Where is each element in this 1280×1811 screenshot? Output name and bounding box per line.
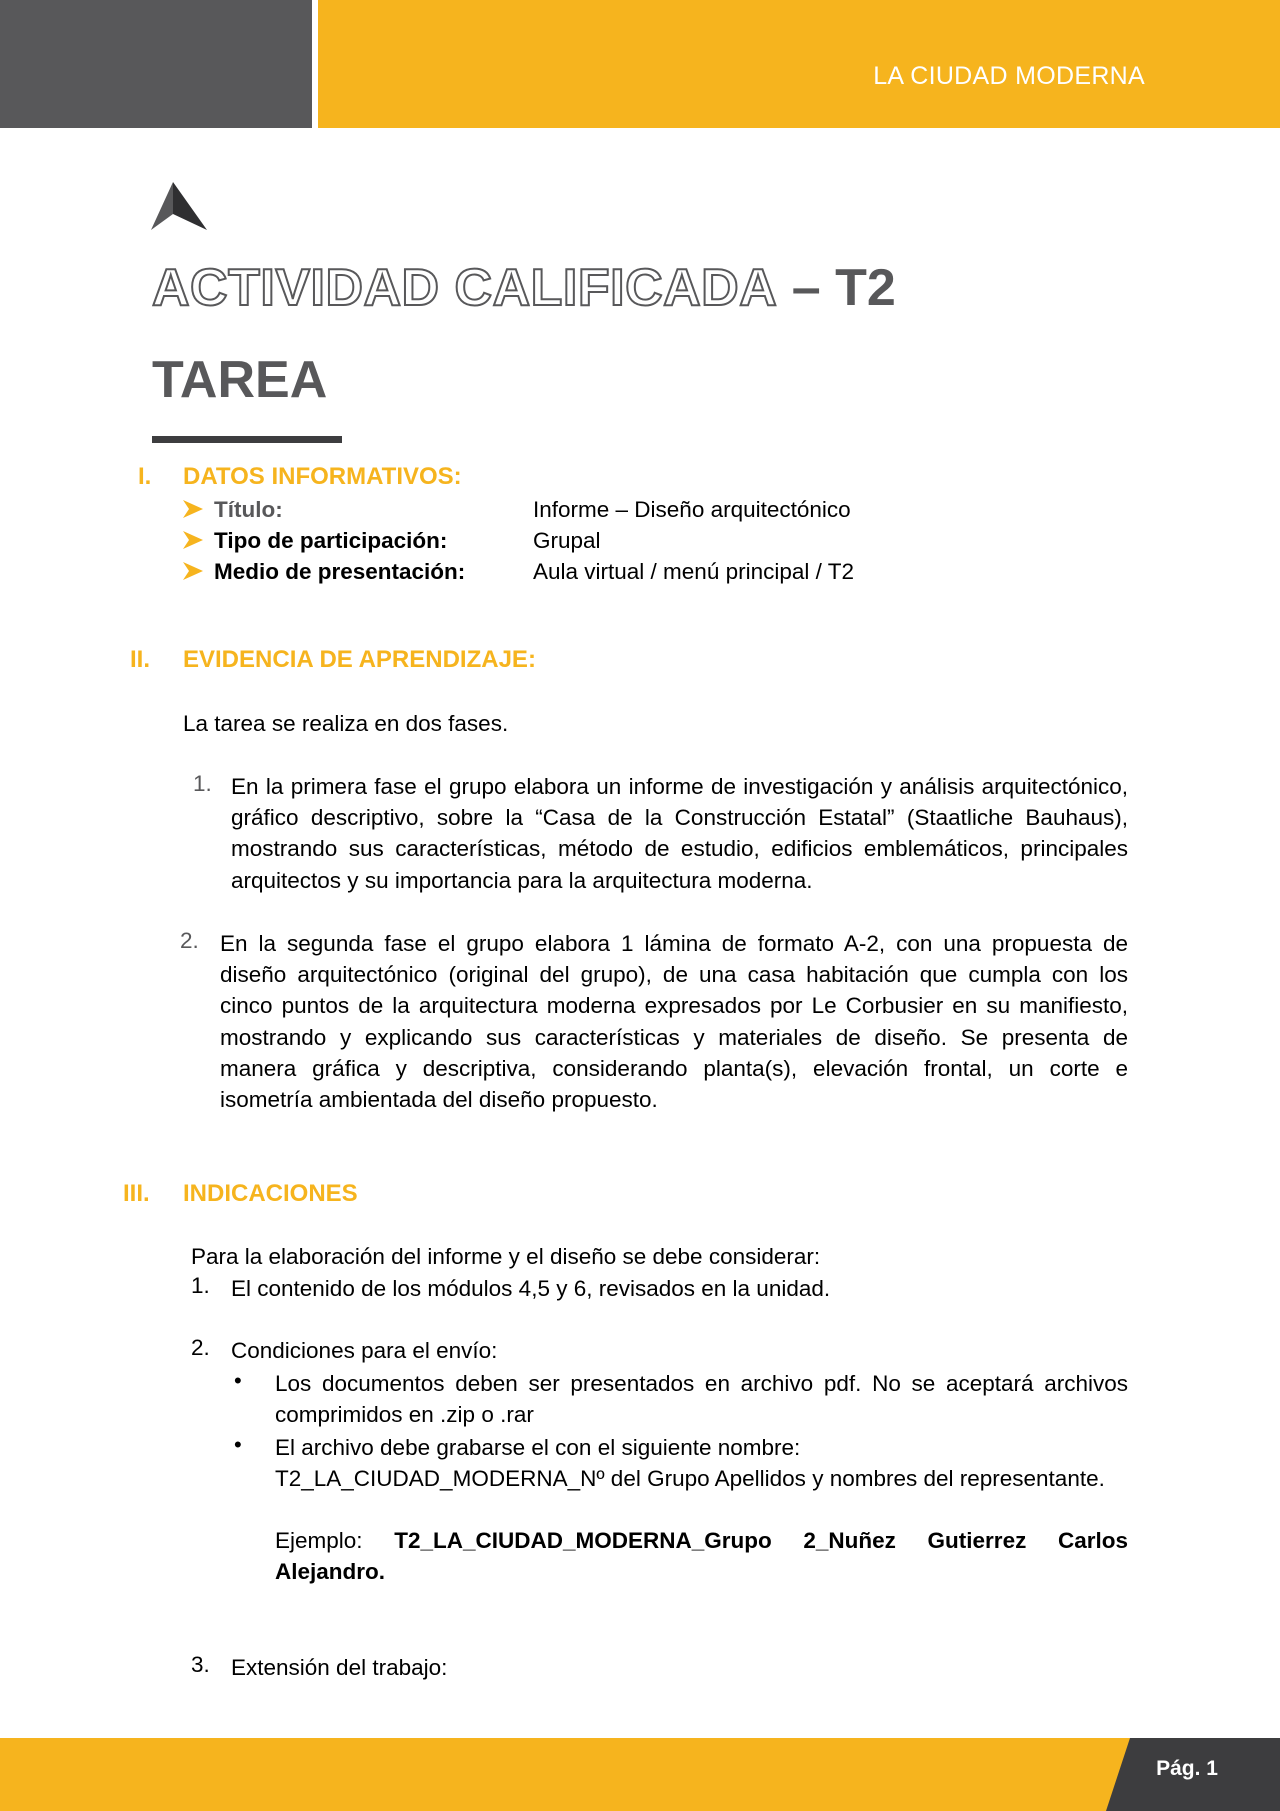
info-key: Medio de presentación:: [214, 559, 466, 584]
info-value: Informe – Diseño arquitectónico: [533, 497, 851, 522]
indication-3-text: Extensión del trabajo:: [231, 1655, 448, 1680]
activity-title-outline: ACTIVIDAD CALIFICADA: [152, 259, 778, 317]
indication-2-text: Condiciones para el envío:: [231, 1338, 498, 1363]
bullet-2-line1: El archivo debe grabarse el con el siguiente nombre:: [275, 1435, 801, 1460]
section-3-intro: Para la elaboración del informe y el diseño se debe considerar:: [191, 1244, 821, 1269]
arrow-bullet-icon: [183, 500, 203, 518]
info-key: Tipo de participación:: [214, 528, 448, 553]
activity-title-code: T2: [835, 259, 896, 317]
section-2-intro: La tarea se realiza en dos fases.: [183, 711, 509, 736]
indication-1-text: El contenido de los módulos 4,5 y 6, revisados en la unidad.: [231, 1276, 831, 1301]
title-underline: [152, 436, 342, 443]
info-value: Aula virtual / menú principal / T2: [533, 559, 854, 584]
info-key: Título:: [214, 497, 283, 522]
list-number: 1.: [193, 771, 212, 796]
section-2-title: EVIDENCIA DE APRENDIZAJE:: [183, 646, 536, 673]
list-number: 1.: [191, 1273, 210, 1298]
section-1-number: I.: [138, 463, 152, 490]
bullet-dot: •: [234, 1432, 242, 1457]
bullet-2-example: [275, 1525, 1128, 1587]
example-value: T2_LA_CIUDAD_MODERNA_Grupo 2_Nuñez Gutierrez Carlos Alejandro.: [275, 1528, 1128, 1585]
header-title: LA CIUDAD MODERNA: [873, 62, 1145, 90]
example-label: Ejemplo:: [275, 1528, 363, 1553]
bullet-1-text: Los documentos deben ser presentados en archivo pdf. No se aceptará archivos comprimidos en .zip o .rar: [275, 1371, 1128, 1428]
arrow-bullet-icon: [183, 562, 203, 580]
activity-subtitle: TAREA: [152, 351, 328, 409]
header-gray-block: [0, 0, 312, 128]
list-number: 2.: [180, 928, 199, 953]
activity-title: [152, 258, 896, 318]
list-number: 3.: [191, 1652, 210, 1677]
page-number: Pág. 1: [1156, 1757, 1218, 1780]
section-1-title: DATOS INFORMATIVOS:: [183, 463, 462, 490]
triangle-arrow-logo-icon: [151, 182, 207, 230]
footer-yellow-band: [0, 1738, 1130, 1811]
phase-1-text: En la primera fase el grupo elabora un informe de investigación y análisis arquitectónico, gráfico descriptivo, sobre la “Casa de la Construcción Estatal” (Staatliche Bauhaus), mostrando sus características, método de estudio, edificios emblemáticos, principales arquitectos y su importancia para la arquitectura moderna.: [231, 774, 1128, 893]
section-2-number: II.: [130, 646, 151, 673]
info-value: Grupal: [533, 528, 601, 553]
section-3-number: III.: [123, 1180, 150, 1207]
phase-2-text: En la segunda fase el grupo elabora 1 lámina de formato A-2, con una propuesta de diseño arquitectónico (original del grupo), de una casa habitación que cumpla con los cinco puntos de la arquitectura moderna expresados por Le Corbusier en su manifiesto, mostrando y explicando sus características y materiales de diseño. Se presenta de manera gráfica y descriptiva, considerando planta(s), elevación frontal, un corte e isometría ambientada del diseño propuesto.: [220, 931, 1128, 1113]
activity-title-dash: –: [791, 259, 821, 317]
list-number: 2.: [191, 1335, 210, 1360]
bullet-dot: •: [234, 1368, 242, 1393]
section-3-title: INDICACIONES: [183, 1180, 358, 1207]
bullet-2-line2: T2_LA_CIUDAD_MODERNA_Nº del Grupo Apellidos y nombres del representante.: [275, 1466, 1105, 1491]
arrow-bullet-icon: [183, 531, 203, 549]
